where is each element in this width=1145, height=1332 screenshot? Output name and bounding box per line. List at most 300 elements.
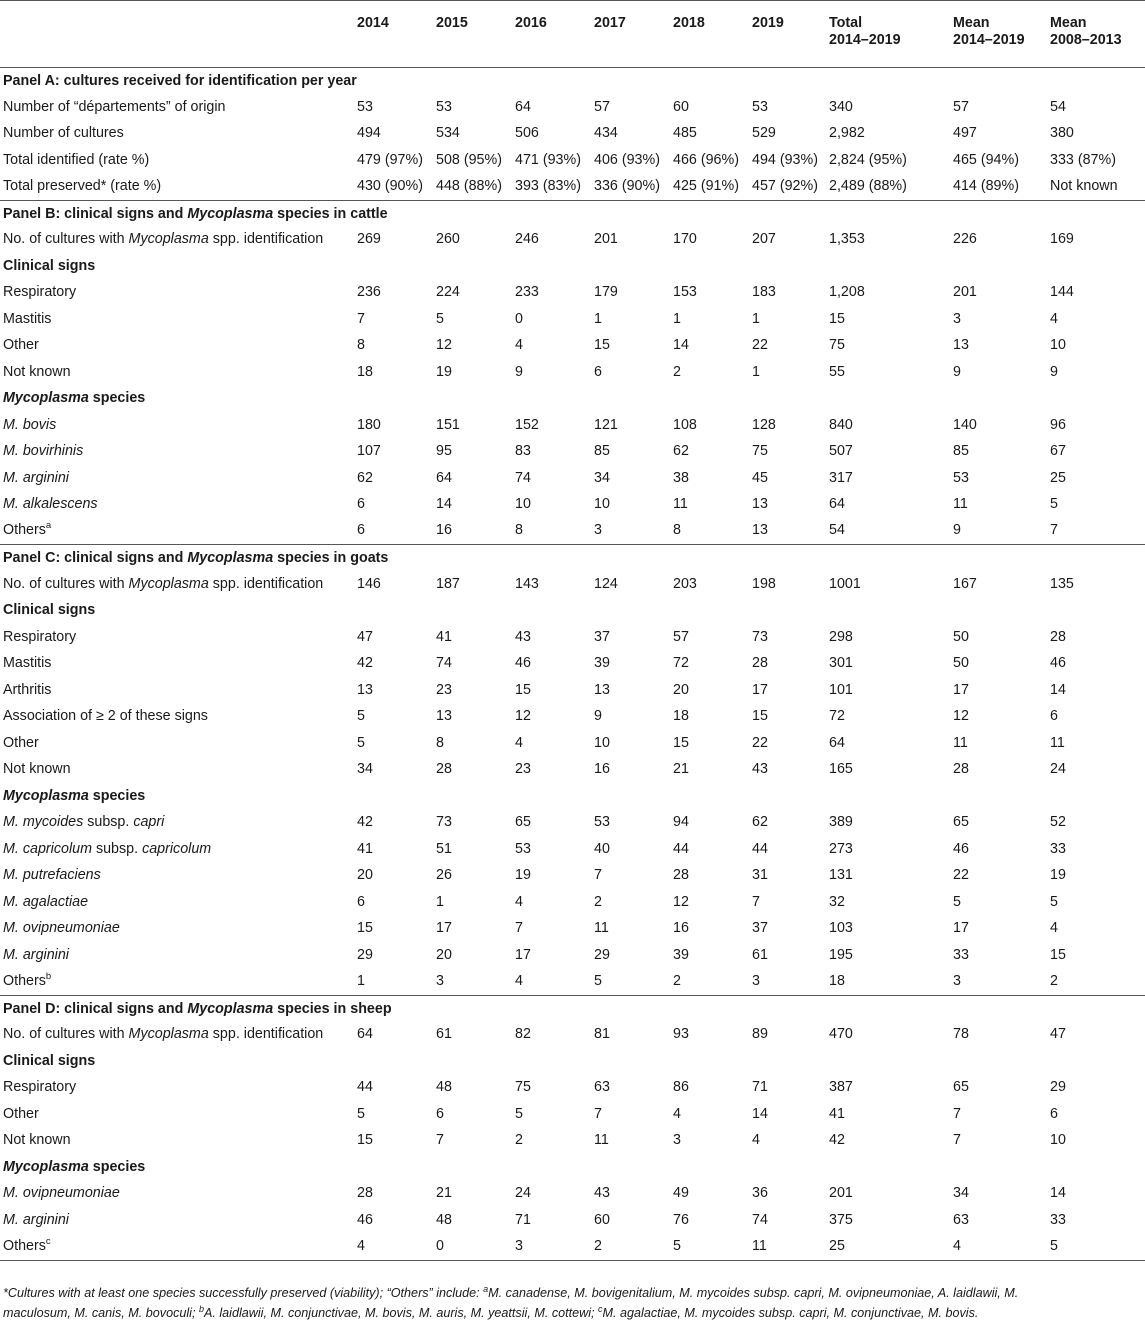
value-cell: 74 [515, 469, 531, 486]
table-row [0, 518, 1145, 545]
value-cell: 2 [1050, 972, 1058, 989]
value-cell: 508 (95%) [436, 151, 502, 168]
subheading [0, 1048, 1145, 1075]
value-cell: 14 [1050, 1185, 1066, 1202]
label-part: Mycoplasma [128, 575, 209, 592]
row-label [0, 121, 354, 148]
value-cell: 63 [594, 1079, 610, 1096]
footnote-b-text: A. laidlawii, M. conjunctivae, M. bovis, M. auris, M. yeattsii, M. cottewi; [203, 1306, 599, 1320]
row-label [0, 1207, 354, 1234]
value-cell: 19 [1050, 867, 1066, 884]
panel-title-row-d [0, 995, 1145, 1022]
value-cell: 15 [357, 1132, 373, 1149]
value-cell: 19 [436, 363, 452, 380]
value-cell: 25 [829, 1237, 845, 1254]
value-cell: 41 [357, 840, 373, 857]
label-part: spp. identification [208, 231, 324, 248]
row-label [0, 465, 354, 492]
value-cell: 457 (92%) [752, 177, 818, 194]
row-label [0, 359, 354, 386]
value-cell: 101 [829, 681, 853, 698]
value-cell: 74 [752, 1211, 768, 1228]
row-label [0, 651, 354, 678]
value-cell: 86 [673, 1079, 689, 1096]
value-cell: 135 [1050, 575, 1074, 592]
value-cell: 62 [357, 469, 373, 486]
value-cell: 6 [594, 363, 602, 380]
row-label [0, 412, 354, 439]
value-cell: 167 [953, 575, 977, 592]
value-cell: 44 [752, 840, 768, 857]
value-cell: 13 [357, 681, 373, 698]
row-label [0, 1234, 354, 1261]
value-cell: 28 [357, 1185, 373, 1202]
table-row [0, 94, 1145, 121]
value-cell: 4 [515, 893, 523, 910]
value-cell: 11 [594, 920, 609, 937]
value-cell: 201 [953, 284, 977, 301]
label-part: Arthritis [3, 681, 52, 698]
row-label [0, 492, 354, 519]
panel-title [0, 200, 1145, 227]
value-cell: 9 [594, 708, 602, 725]
value-cell: 128 [752, 416, 776, 433]
value-cell: 8 [673, 522, 681, 539]
value-cell: 34 [953, 1185, 969, 1202]
value-cell: 10 [594, 496, 610, 513]
row-label [0, 730, 354, 757]
row-label [0, 624, 354, 651]
value-cell: 3 [436, 972, 444, 989]
value-cell: 22 [752, 337, 768, 354]
value-cell: 298 [829, 628, 853, 645]
value-cell: 36 [752, 1185, 768, 1202]
table-row [0, 730, 1145, 757]
label-part: M. mycoides [3, 814, 84, 831]
value-cell: 6 [357, 522, 365, 539]
value-cell: 5 [1050, 893, 1058, 910]
header-cell-label [0, 1, 354, 68]
panel-title-row-a [0, 68, 1145, 95]
label-part: spp. identification [208, 1026, 324, 1043]
value-cell: 65 [953, 1079, 969, 1096]
value-cell: 62 [752, 814, 768, 831]
table-row [0, 439, 1145, 466]
value-cell: 43 [515, 628, 531, 645]
value-cell: 151 [436, 416, 460, 433]
value-cell: 7 [436, 1132, 444, 1149]
value-cell: 2 [594, 893, 602, 910]
header-cell-9 [1047, 1, 1145, 68]
value-cell: 63 [953, 1211, 969, 1228]
panel-title-row-b [0, 200, 1145, 227]
value-cell: 9 [953, 363, 961, 380]
value-cell: 1 [357, 972, 365, 989]
value-cell: 60 [673, 98, 689, 115]
value-cell: 434 [594, 125, 618, 142]
table-row [0, 889, 1145, 916]
value-cell: 336 (90%) [594, 177, 660, 194]
row-label [0, 1075, 354, 1102]
table-row [0, 1207, 1145, 1234]
footnote-a-text: M. canadense, M. bovigenitalium, M. mycoides subsp. capri, M. ovipneumoniae, A. laidlawii, M. [488, 1286, 1019, 1300]
table-row [0, 359, 1145, 386]
table-row [0, 1234, 1145, 1261]
value-cell: 28 [953, 761, 969, 778]
row-label [0, 863, 354, 890]
value-cell: Not known [1050, 177, 1118, 194]
value-cell: 5 [1050, 496, 1058, 513]
label-part: Clinical signs [3, 1052, 96, 1069]
value-cell: 146 [357, 575, 381, 592]
value-cell: 46 [515, 655, 531, 672]
value-cell: 23 [515, 761, 531, 778]
value-cell: 72 [673, 655, 689, 672]
value-cell: 387 [829, 1079, 853, 1096]
value-cell: 506 [515, 125, 539, 142]
value-cell: 22 [752, 734, 768, 751]
label-part: species [88, 1158, 146, 1175]
value-cell: 57 [953, 98, 969, 115]
table-row [0, 757, 1145, 784]
value-cell: 53 [752, 98, 768, 115]
value-cell: 95 [436, 443, 452, 460]
value-cell: 1 [673, 310, 681, 327]
value-cell: 33 [1050, 840, 1066, 857]
value-cell: 34 [357, 761, 373, 778]
value-cell: 2 [673, 972, 681, 989]
value-cell: 55 [829, 363, 845, 380]
value-cell: 17 [953, 920, 969, 937]
value-cell: 53 [594, 814, 610, 831]
value-cell: 301 [829, 655, 853, 672]
value-cell: 81 [594, 1026, 610, 1043]
value-cell: 37 [594, 628, 610, 645]
subheading-row [0, 598, 1145, 625]
value-cell: 16 [436, 522, 452, 539]
table-row [0, 677, 1145, 704]
value-cell: 3 [594, 522, 602, 539]
header-text: Total [829, 15, 863, 31]
label-part: Respiratory [3, 628, 77, 645]
value-cell: 12 [953, 708, 969, 725]
header-text: 2018 [673, 15, 705, 31]
value-cell: 20 [673, 681, 689, 698]
value-cell: 14 [436, 496, 452, 513]
value-cell: 48 [436, 1211, 452, 1228]
label-part: Mycoplasma [3, 787, 89, 804]
value-cell: 33 [953, 946, 969, 963]
table-header [0, 1, 1145, 68]
value-cell: 465 (94%) [953, 151, 1019, 168]
value-cell: 47 [357, 628, 373, 645]
subheading [0, 386, 1145, 413]
row-label [0, 518, 354, 545]
value-cell: 1,353 [829, 231, 865, 248]
table-row [0, 147, 1145, 174]
row-label [0, 1181, 354, 1208]
label-part: Mycoplasma [187, 1000, 274, 1017]
label-part: M. bovis [3, 416, 57, 433]
value-cell: 41 [829, 1105, 845, 1122]
table-row [0, 810, 1145, 837]
value-cell: 2,824 (95%) [829, 151, 907, 168]
value-cell: 8 [436, 734, 444, 751]
value-cell: 226 [953, 231, 977, 248]
value-cell: 28 [673, 867, 689, 884]
panel-title [0, 68, 1145, 95]
value-cell: 103 [829, 920, 853, 937]
row-label [0, 306, 354, 333]
value-cell: 380 [1050, 125, 1074, 142]
header-text: 2014–2019 [829, 32, 901, 49]
value-cell: 7 [1050, 522, 1058, 539]
value-cell: 6 [357, 893, 365, 910]
value-cell: 31 [752, 867, 768, 884]
value-cell: 143 [515, 575, 539, 592]
value-cell: 14 [673, 337, 689, 354]
value-cell: 4 [953, 1237, 961, 1254]
footnote-a-continued: maculosum, M. canis, M. bovoculi; [3, 1306, 199, 1320]
value-cell: 64 [829, 496, 845, 513]
table-row [0, 492, 1145, 519]
table-row [0, 704, 1145, 731]
value-cell: 0 [515, 310, 523, 327]
value-cell: 20 [357, 867, 373, 884]
label-part: M. capricolum [3, 840, 92, 857]
value-cell: 50 [953, 655, 969, 672]
value-cell: 406 (93%) [594, 151, 660, 168]
subheading-row [0, 783, 1145, 810]
label-part: M. agalactiae [3, 893, 89, 910]
value-cell: 6 [436, 1105, 444, 1122]
value-cell: 269 [357, 231, 381, 248]
value-cell: 224 [436, 284, 460, 301]
footnote-c-text: M. agalactiae, M. mycoides subsp. capri, M. conjunctivae, M. bovis. [602, 1306, 979, 1320]
value-cell: 43 [594, 1185, 610, 1202]
value-cell: 51 [436, 840, 452, 857]
value-cell: 42 [357, 814, 373, 831]
table-row [0, 174, 1145, 201]
value-cell: 260 [436, 231, 460, 248]
value-cell: 20 [436, 946, 452, 963]
table-row [0, 571, 1145, 598]
row-label [0, 889, 354, 916]
value-cell: 2 [594, 1237, 602, 1254]
label-part: Panel A: cultures received for identification per year [3, 73, 357, 90]
value-cell: 16 [594, 761, 610, 778]
value-cell: 48 [436, 1079, 452, 1096]
table-row [0, 333, 1145, 360]
value-cell: 140 [953, 416, 977, 433]
value-cell: 64 [829, 734, 845, 751]
value-cell: 4 [357, 1237, 365, 1254]
value-cell: 83 [515, 443, 531, 460]
value-cell: 8 [515, 522, 523, 539]
value-cell: 5 [1050, 1237, 1058, 1254]
value-cell: 21 [673, 761, 689, 778]
value-cell: 13 [594, 681, 610, 698]
value-cell: 14 [752, 1105, 768, 1122]
table-body [0, 68, 1145, 1261]
value-cell: 479 (97%) [357, 151, 423, 168]
label-part: Respiratory [3, 284, 77, 301]
value-cell: 60 [594, 1211, 610, 1228]
value-cell: 17 [752, 681, 768, 698]
value-cell: 26 [436, 867, 452, 884]
label-part: M. arginini [3, 946, 69, 963]
value-cell: 18 [673, 708, 689, 725]
subheading-row [0, 253, 1145, 280]
value-cell: 65 [953, 814, 969, 831]
value-cell: 64 [357, 1026, 373, 1043]
value-cell: 233 [515, 284, 539, 301]
label-part: Total preserved* (rate %) [3, 177, 162, 194]
header-text: 2019 [752, 15, 784, 31]
value-cell: 840 [829, 416, 853, 433]
value-cell: 28 [436, 761, 452, 778]
value-cell: 57 [673, 628, 689, 645]
subheading-row [0, 386, 1145, 413]
value-cell: 5 [436, 310, 444, 327]
value-cell: 24 [515, 1185, 531, 1202]
value-cell: 534 [436, 125, 460, 142]
value-cell: 17 [436, 920, 452, 937]
value-cell: 107 [357, 443, 381, 460]
footnote-intro: *Cultures with at least one species successfully preserved (viability); “Others” include: [3, 1286, 484, 1300]
row-label [0, 94, 354, 121]
value-cell: 44 [673, 840, 689, 857]
value-cell: 152 [515, 416, 539, 433]
value-cell: 6 [357, 496, 365, 513]
footnote-line-2 [3, 1303, 1143, 1323]
value-cell: 12 [673, 893, 689, 910]
header-cell-8 [950, 1, 1047, 68]
label-part: species in cattle [273, 205, 388, 222]
value-cell: 425 (91%) [673, 177, 739, 194]
value-cell: 470 [829, 1026, 853, 1043]
row-label [0, 174, 354, 201]
value-cell: 85 [594, 443, 610, 460]
value-cell: 57 [594, 98, 610, 115]
value-cell: 14 [1050, 681, 1066, 698]
label-part: Other [3, 1105, 39, 1122]
value-cell: 67 [1050, 443, 1066, 460]
value-cell: 414 (89%) [953, 177, 1019, 194]
value-cell: 89 [752, 1026, 768, 1043]
value-cell: 76 [673, 1211, 689, 1228]
value-cell: 5 [357, 708, 365, 725]
header-text: 2014 [357, 15, 389, 31]
label-part: Respiratory [3, 1079, 77, 1096]
panel-title-row-c [0, 545, 1145, 572]
value-cell: 144 [1050, 284, 1074, 301]
value-cell: 5 [357, 734, 365, 751]
value-cell: 13 [752, 522, 768, 539]
label-part: Others [3, 522, 46, 539]
value-cell: 53 [515, 840, 531, 857]
value-cell: 16 [673, 920, 689, 937]
value-cell: 203 [673, 575, 697, 592]
value-cell: 53 [357, 98, 373, 115]
value-cell: 94 [673, 814, 689, 831]
label-part: capricolum [142, 840, 212, 857]
label-part: Other [3, 734, 39, 751]
value-cell: 7 [594, 1105, 602, 1122]
header-text: 2016 [515, 15, 547, 31]
value-cell: 3 [515, 1237, 523, 1254]
subheading [0, 1154, 1145, 1181]
value-cell: 17 [953, 681, 969, 698]
value-cell: 124 [594, 575, 618, 592]
row-label [0, 942, 354, 969]
header-text: 2017 [594, 15, 626, 31]
value-cell: 61 [752, 946, 768, 963]
label-part: M. arginini [3, 469, 69, 486]
value-cell: 10 [594, 734, 610, 751]
value-cell: 29 [1050, 1079, 1066, 1096]
value-cell: 207 [752, 231, 776, 248]
value-cell: 10 [1050, 1132, 1066, 1149]
subheading-row [0, 1048, 1145, 1075]
value-cell: 3 [752, 972, 760, 989]
label-part: No. of cultures with [3, 1026, 129, 1043]
value-cell: 78 [953, 1026, 969, 1043]
value-cell: 389 [829, 814, 853, 831]
value-cell: 43 [752, 761, 768, 778]
label-part: Number of cultures [3, 125, 124, 142]
value-cell: 82 [515, 1026, 531, 1043]
value-cell: 180 [357, 416, 381, 433]
table-row [0, 1101, 1145, 1128]
value-cell: 17 [515, 946, 531, 963]
value-cell: 494 (93%) [752, 151, 818, 168]
label-part: Clinical signs [3, 602, 96, 619]
value-cell: 2,489 (88%) [829, 177, 907, 194]
subheading [0, 253, 1145, 280]
value-cell: 7 [515, 920, 523, 937]
value-cell: 13 [752, 496, 768, 513]
row-label [0, 1022, 354, 1049]
label-part: No. of cultures with [3, 231, 129, 248]
value-cell: 75 [829, 337, 845, 354]
value-cell: 23 [436, 681, 452, 698]
value-cell: 529 [752, 125, 776, 142]
value-cell: 18 [357, 363, 373, 380]
value-cell: 42 [829, 1132, 845, 1149]
value-cell: 62 [673, 443, 689, 460]
value-cell: 246 [515, 231, 539, 248]
value-cell: 333 (87%) [1050, 151, 1116, 168]
subheading [0, 783, 1145, 810]
value-cell: 72 [829, 708, 845, 725]
value-cell: 64 [515, 98, 531, 115]
value-cell: 93 [673, 1026, 689, 1043]
value-cell: 7 [953, 1132, 961, 1149]
value-cell: 5 [673, 1237, 681, 1254]
value-cell: 61 [436, 1026, 452, 1043]
footnote-line-1 [3, 1283, 1143, 1303]
label-part: Mycoplasma [3, 1158, 89, 1175]
value-cell: 6 [1050, 708, 1058, 725]
value-cell: 7 [752, 893, 760, 910]
footnote-marker: a [45, 520, 52, 532]
label-part: species in sheep [273, 1000, 392, 1017]
value-cell: 11 [1050, 734, 1065, 751]
value-cell: 15 [1050, 946, 1066, 963]
value-cell: 65 [515, 814, 531, 831]
row-label [0, 757, 354, 784]
